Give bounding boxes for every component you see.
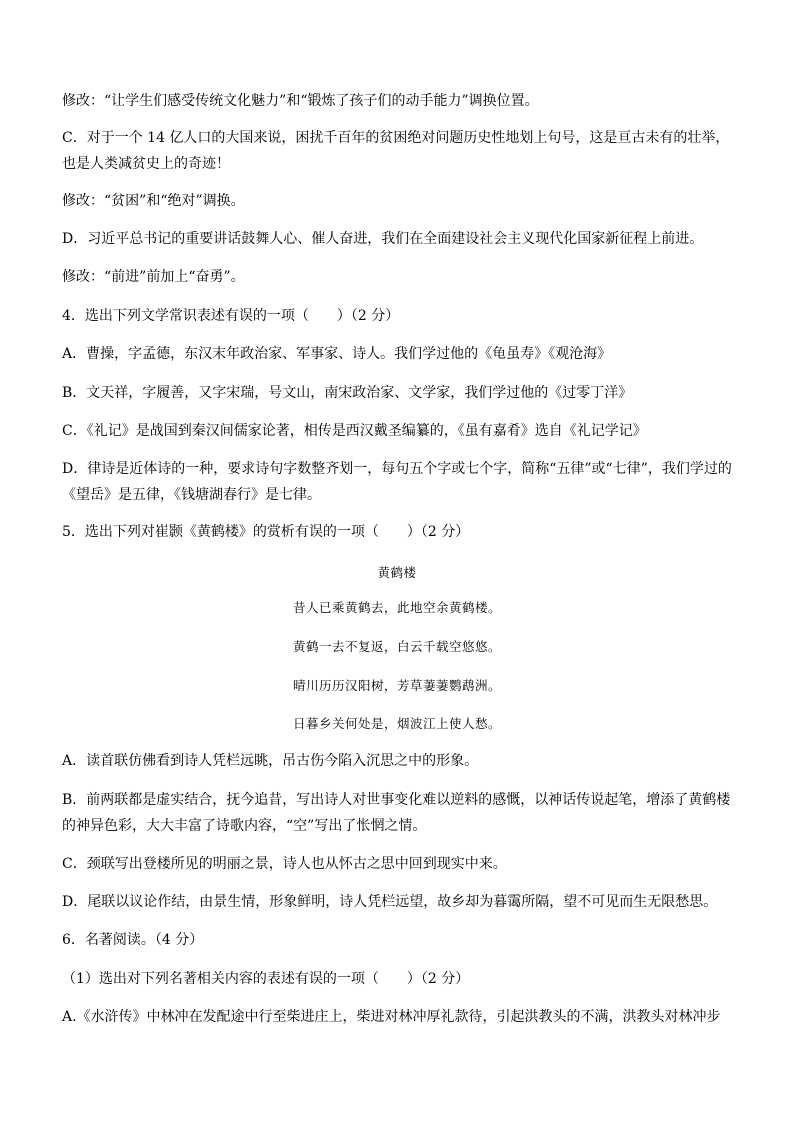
poem-title: 黄鹤楼 [377, 565, 417, 580]
question-6-1: （1）选出对下列名著相关内容的表述有误的一项（ ）（2 分） [62, 971, 470, 987]
option-4b: B．文天祥，字履善，又字宋瑞，号文山，南宋政治家、文学家，我们学过他的《过零丁洋》 [62, 385, 633, 401]
option-4a: A．曹操，字孟德，东汉末年政治家、军事家、诗人。我们学过他的《龟虽寿》《观沧海》 [62, 346, 612, 362]
revision-note-c: 修改：“贫困”和“绝对”调换。 [62, 193, 245, 209]
question-6: 6．名著阅读。（4 分） [62, 932, 204, 948]
option-6a: A.《水浒传》中林冲在发配途中行至柴进庄上，柴进对林冲厚礼款待，引起洪教头的不满，洪教头对林冲步 [62, 1009, 721, 1025]
option-4d-line-2: 《望岳》是五律，《钱塘湖春行》是七律。 [62, 487, 321, 503]
option-5b-line-2: 的神异色彩，大大丰富了诗歌内容，“空”写出了怅惘之情。 [62, 818, 427, 834]
poem-line-4: 日暮乡关何处是，烟波江上使人愁。 [292, 716, 501, 731]
option-5d: D．尾联以议论作结，由景生情，形象鲜明，诗人凭栏远望，故乡却为暮霭所隔，望不可见而生无限愁思。 [62, 894, 718, 910]
question-5: 5．选出下列对崔颢《黄鹤楼》的赏析有误的一项（ ）（2 分） [62, 524, 470, 540]
option-3c-line-1: C．对于一个 14 亿人口的大国来说，困扰千百年的贫困绝对问题历史性地划上句号，这是亘古未有的壮举， [62, 130, 730, 146]
option-3c-line-2: 也是人类减贫史上的奇迹！ [62, 156, 230, 172]
option-5c: C．颈联写出登楼所见的明丽之景，诗人也从怀古之思中回到现实中来。 [62, 856, 507, 872]
option-3d: D．习近平总书记的重要讲话鼓舞人心、催人奋进，我们在全面建设社会主义现代化国家新征程上前进。 [62, 231, 704, 247]
option-4d-line-1: D．律诗是近体诗的一种，要求诗句字数整齐划一，每句五个字或七个字，简称“五律”或“七律”，我们学过的 [62, 461, 732, 477]
poem-line-1: 昔人已乘黄鹤去，此地空余黄鹤楼。 [292, 600, 501, 615]
revision-note-d: 修改：“前进”前加上“奋勇”。 [62, 269, 245, 285]
poem-line-3: 晴川历历汉阳树，芳草萋萋鹦鹉洲。 [292, 678, 501, 693]
question-4: 4．选出下列文学常识表述有误的一项（ ）（2 分） [62, 308, 400, 324]
revision-note-b: 修改：“让学生们感受传统文化魅力”和“锻炼了孩子们的动手能力”调换位置。 [62, 93, 539, 109]
option-4c: C．《礼记》是战国到秦汉间儒家论著，相传是西汉戴圣编纂的，《虽有嘉肴》选自《礼记学记》 [62, 423, 647, 439]
option-5b-line-1: B．前两联都是虚实结合，抚今追昔，写出诗人对世事变化难以逆料的感慨，以神话传说起笔，增添了黄鹤楼 [62, 792, 731, 808]
option-5a: A．读首联仿佛看到诗人凭栏远眺，吊古伤今陷入沉思之中的形象。 [62, 753, 479, 769]
poem-line-2: 黄鹤一去不复返，白云千载空悠悠。 [292, 639, 501, 654]
